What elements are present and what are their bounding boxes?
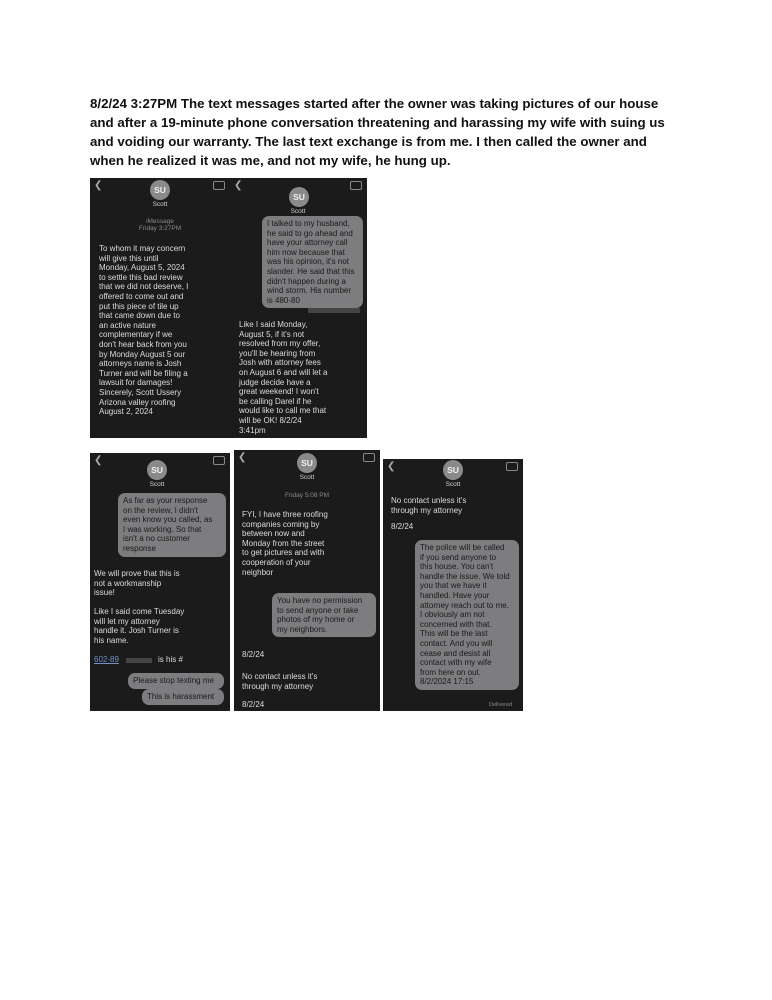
incoming-message-suffix: is his # [158,655,183,664]
message-date: 8/2/24 [242,650,265,659]
message-date: 8/2/24 [242,700,265,709]
back-icon[interactable]: ❮ [234,180,243,191]
outgoing-message: I talked to my husband, he said to go ahead and have your attorney call him now because that was his opinion, it's not slander. He said that this didn't happen during a wind storm. His number is 480-80 [262,216,363,308]
phone-number-link[interactable]: 602-89 [94,655,119,664]
incoming-message: We will prove that this is not a workmanship issue! [94,569,180,598]
delivered-status: Delivered [489,702,513,708]
back-icon[interactable]: ❮ [94,180,103,191]
redaction-bar [308,308,360,313]
back-icon[interactable]: ❮ [387,461,396,472]
avatar[interactable]: SU [443,460,463,480]
screenshot-3 [90,453,230,711]
back-icon[interactable]: ❮ [94,455,103,466]
incoming-message: FYI, I have three roofing companies coming by between now and Monday from the street to get pictures and with cooperation of your neighbor [242,510,328,577]
contact-name[interactable]: Scott [152,201,168,208]
contact-name[interactable]: Scott [290,208,306,215]
message-date: 8/2/24 [391,522,414,531]
avatar[interactable]: SU [297,453,317,473]
screenshot-4 [234,450,380,711]
incoming-message: No contact unless it's through my attorney [242,672,318,691]
video-call-icon[interactable] [350,181,362,190]
screenshot-5 [383,459,523,711]
imessage-label: iMessage [146,218,174,225]
avatar[interactable]: SU [289,187,309,207]
contact-name[interactable]: Scott [445,481,461,488]
outgoing-message: This is harassment [142,689,224,705]
screenshot-1 [90,178,230,438]
outgoing-message: Please stop texting me [128,673,224,689]
contact-name[interactable]: Scott [299,474,315,481]
timestamp: Friday 5:08 PM [284,492,330,499]
back-icon[interactable]: ❮ [238,452,247,463]
incoming-message: To whom it may concern will give this until Monday, August 5, 2024 to settle this bad review that we did not deserve, I offered to come out and put this piece of tile up that came down due to an active nature complementary if we don't hear back from you by Monday August 5 our attorneys name is Josh Turner and will be filing a lawsuit for damages! Sincerely, Scott Ussery Arizona valley roofing August 2, 2024 [99,244,189,417]
incoming-message: Like I said come Tuesday will let my attorney handle it. Josh Turner is his name. [94,607,185,645]
contact-name[interactable]: Scott [149,481,165,488]
video-call-icon[interactable] [363,453,375,462]
avatar[interactable]: SU [147,460,167,480]
video-call-icon[interactable] [506,462,518,471]
video-call-icon[interactable] [213,181,225,190]
outgoing-message: The police will be called if you send anyone to this house. You can't handle the issue. We told you that we have it handled. Have your attorney reach out to me. I obviously am not concerned with that. This will be the last contact. And you will cease and desist all contact with my wife from here on out. 8/2/2024 17:15 [415,540,519,690]
intro-paragraph: 8/2/24 3:27PM The text messages started after the owner was taking pictures of our house and after a 19-minute phone conversation threatening and harassing my wife with suing us and voiding our warranty. The last text exchange is from me. I then called the owner and when he realized it was me, and not my wife, he hung up. [90,96,665,168]
video-call-icon[interactable] [213,456,225,465]
avatar[interactable]: SU [150,180,170,200]
screenshot-2 [230,178,367,438]
timestamp: Friday 3:27PM [138,225,182,232]
outgoing-message: You have no permission to send anyone or take photos of my home or my neighbors. [272,593,376,637]
outgoing-message: As far as your response on the review, I didn't even know you called, as I was working. So that isn't a no customer response [118,493,226,557]
incoming-message: No contact unless it's through my attorney [391,496,467,515]
incoming-message: Like I said Monday, August 5, if it's not resolved from my offer, you'll be hearing from Josh with attorney fees on August 6 and will let a judge decide have a great weekend! I won't be calling Darel if he would like to call me that will be OK! 8/2/24 3:41pm [239,320,328,435]
redaction-bar [126,658,152,663]
